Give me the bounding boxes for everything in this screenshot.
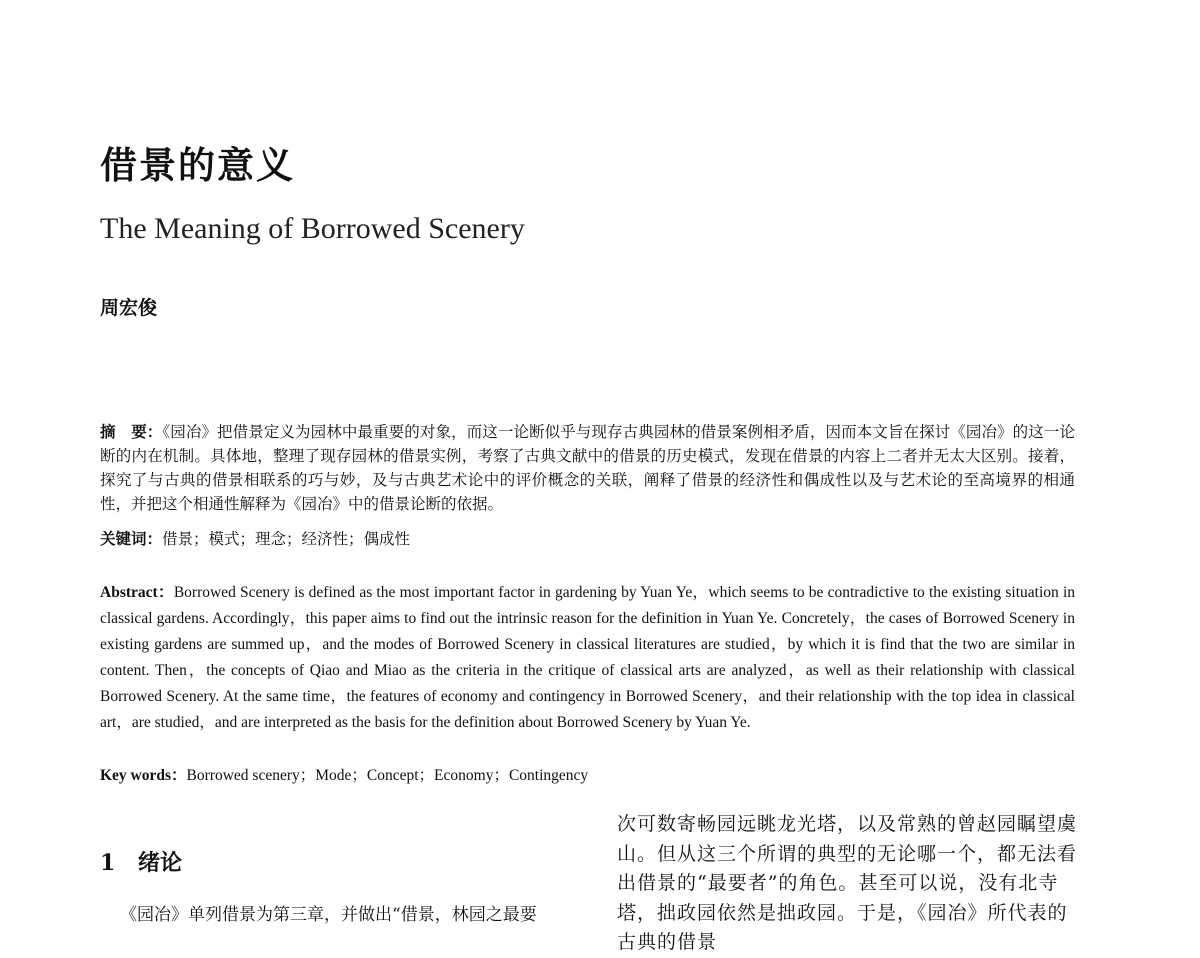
abstract-en: [100, 580, 1075, 736]
section-heading: [100, 846, 182, 877]
keywords-cn-label: 关键词：: [100, 529, 163, 548]
body-text-right-column: 次可数寄畅园远眺龙光塔，以及常熟的曾赵园瞩望虞山。但从这三个所谓的典型的无论哪一个，都无法看出借景的“最要者”的角色。甚至可以说，没有北寺塔，拙政园依然是拙政园。于是，《园冶》所代表的古典的借景: [617, 813, 1078, 953]
keywords-en: [100, 763, 588, 785]
abstract-cn-label: 摘 要：: [100, 422, 163, 441]
keywords-en-text: Borrowed scenery；Mode；Concept；Economy；Contingency: [186, 767, 589, 784]
section-number: 1: [100, 850, 116, 876]
abstract-cn-text: 《园冶》把借景定义为园林中最重要的对象，而这一论断似乎与现存古典园林的借景案例相矛盾，因而本文旨在探讨《园冶》的这一论断的内在机制。具体地，整理了现存园林的借景实例，考察了古典文献中的借景的历史模式，发现在借景的内容上二者并无太大区别。接着，探究了与古典的借景相联系的巧与妙，及与古典艺术论中的评价概念的关联，阐释了借景的经济性和偶成性以及与艺术论的至高境界的相通性，并把这个相通性解释为《园冶》中的借景论断的依据。: [100, 423, 1075, 513]
keywords-cn: [100, 527, 410, 549]
section-title: 绪论: [138, 850, 183, 876]
abstract-en-label: Abstract：: [100, 584, 174, 601]
abstract-en-text: Borrowed Scenery is defined as the most important factor in gardening by Yuan Ye，which seems to be contradictive to the existing situation in classical gardens. Accordingly，this paper aims to find out the intrinsic reason for the definition in Yuan Ye. Concretely，the cases of Borrowed Scenery in existing gardens are summed up，and the modes of Borrowed Scenery in classical literatures are studied，by which it is find that the two are similar in content. Then，the concepts of Qiao and Miao as the criteria in the critique of classical arts are analyzed，as well as their relationship with classical Borrowed Scenery. At the same time，the features of economy and contingency in Borrowed Scenery，and their relationship with the top idea in classical art，are studied，and are interpreted as the basis for the definition about Borrowed Scenery by Yuan Ye.: [100, 584, 1075, 731]
keywords-cn-text: 借景；模式；理念；经济性；偶成性: [162, 530, 411, 548]
paper-title-cn: 借景的意义: [100, 143, 295, 187]
abstract-cn: [100, 420, 1075, 516]
author-name: 周宏俊: [100, 297, 158, 319]
keywords-en-label: Key words：: [100, 767, 187, 784]
paper-title-en: The Meaning of Borrowed Scenery: [100, 212, 525, 245]
body-text-left-column: 《园冶》单列借景为第三章，并做出“借景，林园之最要: [120, 905, 537, 925]
